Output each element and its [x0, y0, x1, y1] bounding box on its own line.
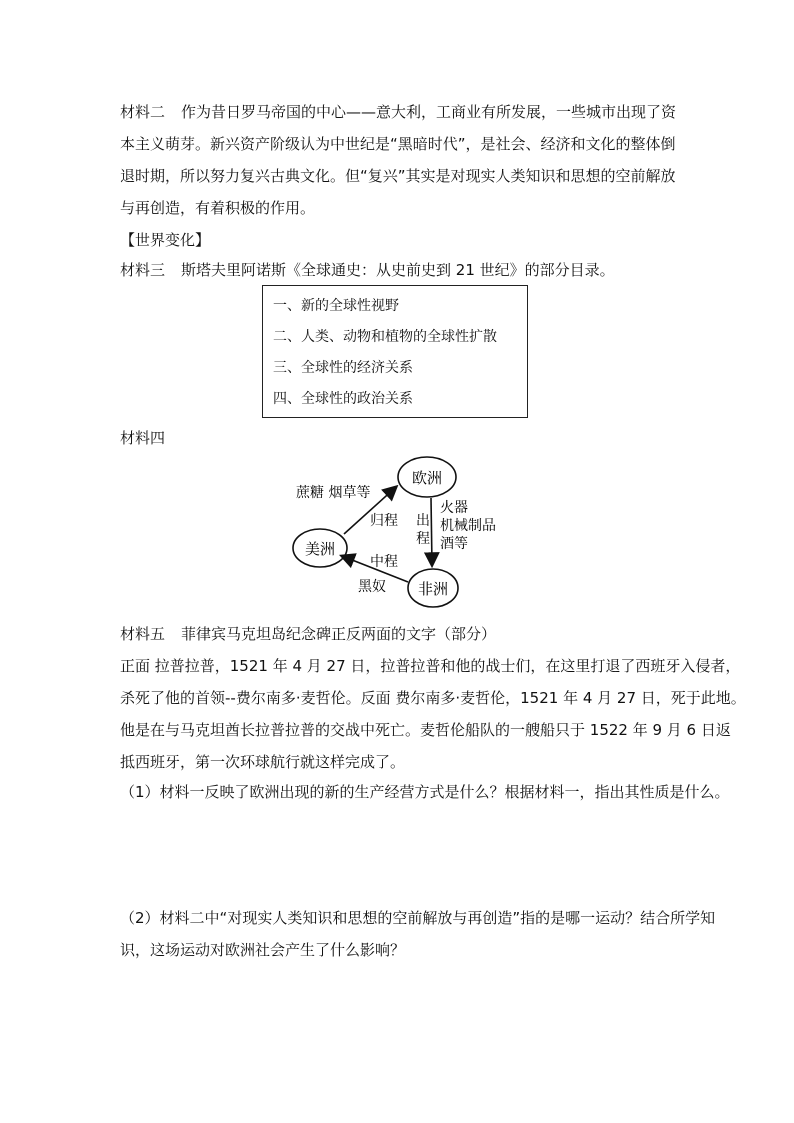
section-world-change: 【世界变化】 [120, 231, 211, 249]
outbound-goods-1: 火器 [440, 500, 468, 516]
outbound-goods-2: 机械制品 [440, 518, 496, 534]
toc-item-2: 二、人类、动物和植物的全球性扩散 [273, 329, 497, 345]
toc-item-3: 三、全球性的经济关系 [273, 360, 413, 376]
material-5-line-2: 杀死了他的首领--费尔南多·麦哲伦。反面 费尔南多·麦哲伦，1521 年 4 月 27 日，死于此地。 [120, 689, 746, 707]
africa-label: 非洲 [417, 580, 449, 598]
material-3-label: 材料三 [120, 261, 166, 279]
return-goods-label: 蔗糖 烟草等 [296, 485, 371, 501]
material-2-label: 材料二 [120, 103, 166, 121]
outbound-leg-label-1: 出 [416, 513, 430, 529]
toc-item-1: 一、新的全球性视野 [273, 298, 399, 314]
europe-label: 欧洲 [411, 469, 443, 487]
material-5-line-1: 正面 拉普拉普，1521 年 4 月 27 日，拉普拉普和他的战士们，在这里打退了西班牙入侵者， [120, 657, 741, 675]
material-3-text: 斯塔夫里阿诺斯《全球通史：从史前史到 21 世纪》的部分目录。 [181, 261, 615, 279]
outbound-arrow [431, 498, 432, 565]
america-label: 美洲 [304, 540, 336, 558]
question-2-line-1: （2）材料二中“对现实人类知识和思想的空前解放与再创造”指的是哪一运动？结合所学知 [120, 909, 716, 927]
outbound-goods-3: 酒等 [440, 536, 468, 552]
material-2-paragraph [120, 96, 680, 224]
toc-box [262, 285, 528, 418]
toc-item-4: 四、全球性的政治关系 [273, 391, 413, 407]
material-5-title: 菲律宾马克坦岛纪念碑正反两面的文字（部分） [181, 625, 497, 643]
material-2-text: 作为昔日罗马帝国的中心——意大利，工商业有所发展，一些城市出现了资本主义萌芽。新兴资产阶级认为中世纪是“黑暗时代”，是社会、经济和文化的整体倒退时期，所以努力复兴古典文化。但“复兴”其实是对现实人类知识和思想的空前解放与再创造，有着积极的作用。 [120, 103, 677, 217]
middle-goods-label: 黑奴 [358, 579, 386, 595]
triangular-trade-diagram [280, 452, 520, 612]
material-3-paragraph [120, 254, 680, 286]
outbound-leg-label-2: 程 [416, 531, 430, 547]
return-leg-label: 归程 [370, 513, 398, 529]
material-5-line-3: 他是在与马克坦酋长拉普拉普的交战中死亡。麦哲伦船队的一艘船只于 1522 年 9 月 6 日返 [120, 721, 731, 739]
material-5-line-4: 抵西班牙，第一次环球航行就这样完成了。 [120, 753, 406, 771]
middle-leg-label: 中程 [370, 554, 398, 570]
material-5-label: 材料五 [120, 625, 166, 643]
question-2-line-2: 识，这场运动对欧洲社会产生了什么影响？ [120, 941, 406, 959]
material-4-label: 材料四 [120, 429, 166, 447]
question-1: （1）材料一反映了欧洲出现的新的生产经营方式是什么？根据材料一，指出其性质是什么。 [120, 783, 730, 801]
material-5-heading [120, 618, 680, 650]
